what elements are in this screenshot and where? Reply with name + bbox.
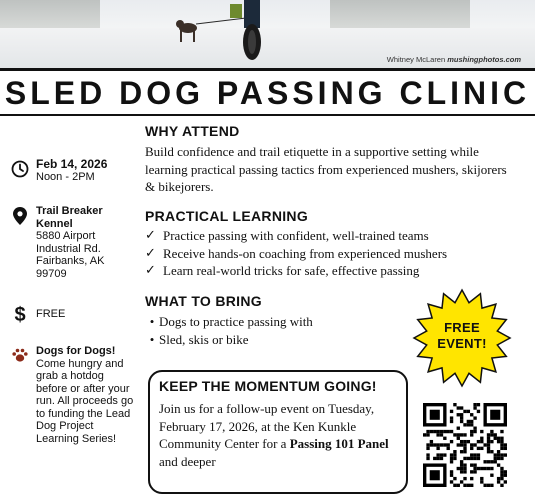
paw-print-icon [10, 345, 30, 445]
why-heading: WHY ATTEND [145, 123, 240, 139]
address-line: Industrial Rd. [36, 242, 101, 255]
checkmark-icon: ✓ [145, 263, 156, 278]
photo-credit [387, 55, 521, 64]
price-label: FREE [36, 308, 66, 320]
qr-code[interactable] [423, 403, 507, 487]
list-item: ✓ Receive hands-on coaching from experienced mushers [145, 245, 448, 261]
venue-name: Trail Breaker Kennel [36, 205, 103, 230]
bullet-icon: • [149, 331, 155, 347]
clock-icon [10, 158, 30, 183]
dogs-for-dogs-info [10, 345, 134, 445]
bullet-icon: • [149, 314, 155, 329]
free-event-badge [412, 288, 512, 388]
location-info [10, 205, 118, 280]
bring-list [145, 313, 313, 348]
list-item: ✓ Practice passing with confident, well-trained teams [145, 228, 429, 243]
momentum-callout [148, 370, 408, 494]
panel-name: Passing 101 Panel [289, 436, 389, 451]
date-info [10, 158, 107, 183]
learning-list [145, 227, 447, 280]
divider [0, 114, 535, 116]
hero-photo [0, 0, 535, 68]
map-pin-icon [10, 205, 30, 280]
event-time: Noon - 2PM [36, 170, 95, 183]
learning-heading: PRACTICAL LEARNING [145, 208, 309, 224]
photo-credit-name: Whitney McLaren [386, 55, 446, 64]
bring-heading: WHAT TO BRING [145, 293, 262, 309]
badge-line2: EVENT! [437, 336, 487, 351]
dogs-heading: Dogs for Dogs! [36, 345, 116, 357]
dollar-icon: $ [14, 304, 26, 326]
momentum-heading: KEEP THE MOMENTUM GOING! [159, 378, 377, 394]
address-line: Fairbanks, AK [36, 255, 105, 267]
checkmark-icon: ✓ [145, 228, 156, 243]
why-text: Build confidence and trail etiquette in a supportive setting while learning practical passing tactics from experienced mushers, skijorers & bikejorers. [145, 144, 507, 194]
photo-credit-site: mushingphotos.com [447, 55, 521, 64]
price-info [10, 305, 65, 325]
divider [0, 68, 535, 71]
address-line: 5880 Airport [36, 230, 96, 242]
list-item: • Dogs to practice passing with [145, 313, 313, 331]
checkmark-icon: ✓ [145, 245, 156, 261]
page-title: SLED DOG PASSING CLINIC [4, 75, 531, 111]
address-line: 99709 [36, 267, 67, 280]
badge-line1: FREE [444, 320, 480, 335]
dogs-text: Come hungry and grab a hotdog before or after your run. All proceeds go to funding the Lead Dog Project Learning Series! [36, 357, 134, 445]
momentum-text: Join us for a follow-up event on Tuesday, February 17, 2026, at the Ken Kunkle Community Center for a Passing 101 Panel and deeper [159, 401, 389, 469]
list-item: • Sled, skis or bike [145, 331, 313, 349]
list-item: ✓ Learn real-world tricks for safe, effective passing [145, 263, 420, 278]
event-date: Feb 14, 2026 [36, 157, 108, 171]
musher-bike-photo [160, 0, 290, 68]
